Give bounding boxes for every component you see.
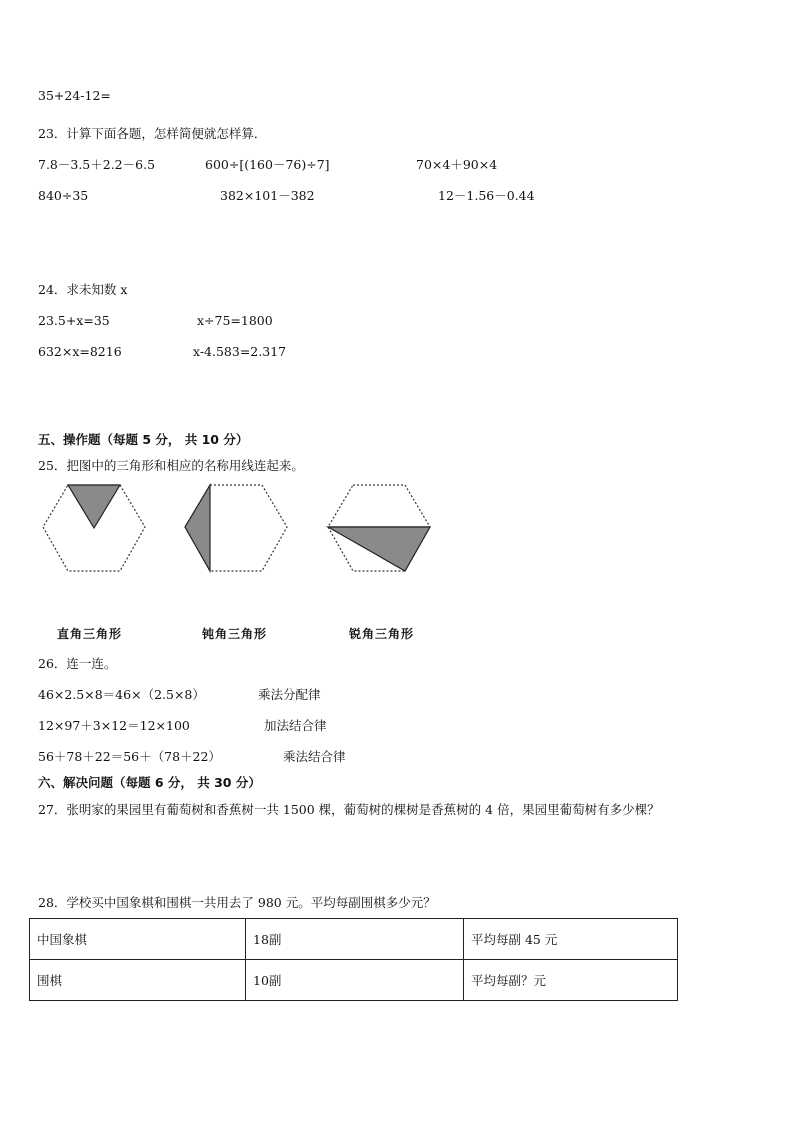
table-cell: 18副 [246, 919, 464, 960]
q23-expr-f: 12－1.56－0.44 [438, 188, 535, 203]
q26-law-c: 乘法结合律 [283, 749, 346, 764]
expression-35-24-12: 35+24-12= [38, 88, 111, 103]
q24-eq-c: 632×x=8216 [38, 344, 122, 359]
q26-expr-b: 12×97＋3×12＝12×100 [38, 718, 190, 733]
hexagon-figure-1 [38, 480, 150, 578]
q23-expr-e: 382×101－382 [220, 188, 315, 203]
table-cell: 中国象棋 [30, 919, 246, 960]
question-23-title: 23．计算下面各题，怎样简便就怎样算． [38, 126, 267, 141]
q26-law-b: 加法结合律 [264, 718, 327, 733]
q26-law-a: 乘法分配律 [258, 687, 321, 702]
label-right-triangle: 直角三角形 [57, 627, 123, 641]
q26-expr-c: 56＋78＋22＝56＋（78＋22） [38, 749, 221, 764]
question-27: 27．张明家的果园里有葡萄树和香蕉树一共 1500 棵，葡萄树的棵树是香蕉树的 4 倍，果园里葡萄树有多少棵？ [38, 802, 660, 817]
q23-expr-c: 70×4＋90×4 [416, 157, 498, 172]
hexagon-figure-3 [323, 480, 435, 578]
question-26-title: 26．连一连。 [38, 656, 117, 671]
q23-expr-a: 7.8－3.5＋2.2－6.5 [38, 157, 156, 172]
q24-eq-b: x÷75=1800 [197, 313, 273, 328]
section-5-heading: 五、操作题（每题 5 分， 共 10 分） [38, 432, 249, 447]
label-acute-triangle: 锐角三角形 [349, 627, 415, 641]
table-row [30, 960, 678, 1001]
table-cell: 平均每副 45 元 [464, 919, 678, 960]
q24-eq-a: 23.5+x=35 [38, 313, 110, 328]
table-cell: 平均每副？元 [464, 960, 678, 1001]
hexagon-figure-2 [180, 480, 292, 578]
question-25-title: 25．把图中的三角形和相应的名称用线连起来。 [38, 458, 304, 473]
shaded-triangle-1 [68, 485, 120, 528]
q26-expr-a: 46×2.5×8＝46×（2.5×8） [38, 687, 205, 702]
shaded-triangle-3 [328, 527, 430, 571]
q23-expr-d: 840÷35 [38, 188, 89, 203]
table-row [30, 919, 678, 960]
shaded-triangle-2 [185, 485, 210, 571]
question-28: 28．学校买中国象棋和围棋一共用去了 980 元。平均每副围棋多少元？ [38, 895, 436, 910]
q28-price-table [29, 918, 678, 1001]
label-obtuse-triangle: 钝角三角形 [202, 627, 268, 641]
q23-expr-b: 600÷[(160－76)÷7] [205, 157, 330, 172]
section-6-heading: 六、解决问题（每题 6 分， 共 30 分） [38, 775, 261, 790]
table-cell: 10副 [246, 960, 464, 1001]
table-cell: 围棋 [30, 960, 246, 1001]
question-24-title: 24．求未知数 x [38, 282, 128, 297]
q24-eq-d: x-4.583=2.317 [193, 344, 287, 359]
